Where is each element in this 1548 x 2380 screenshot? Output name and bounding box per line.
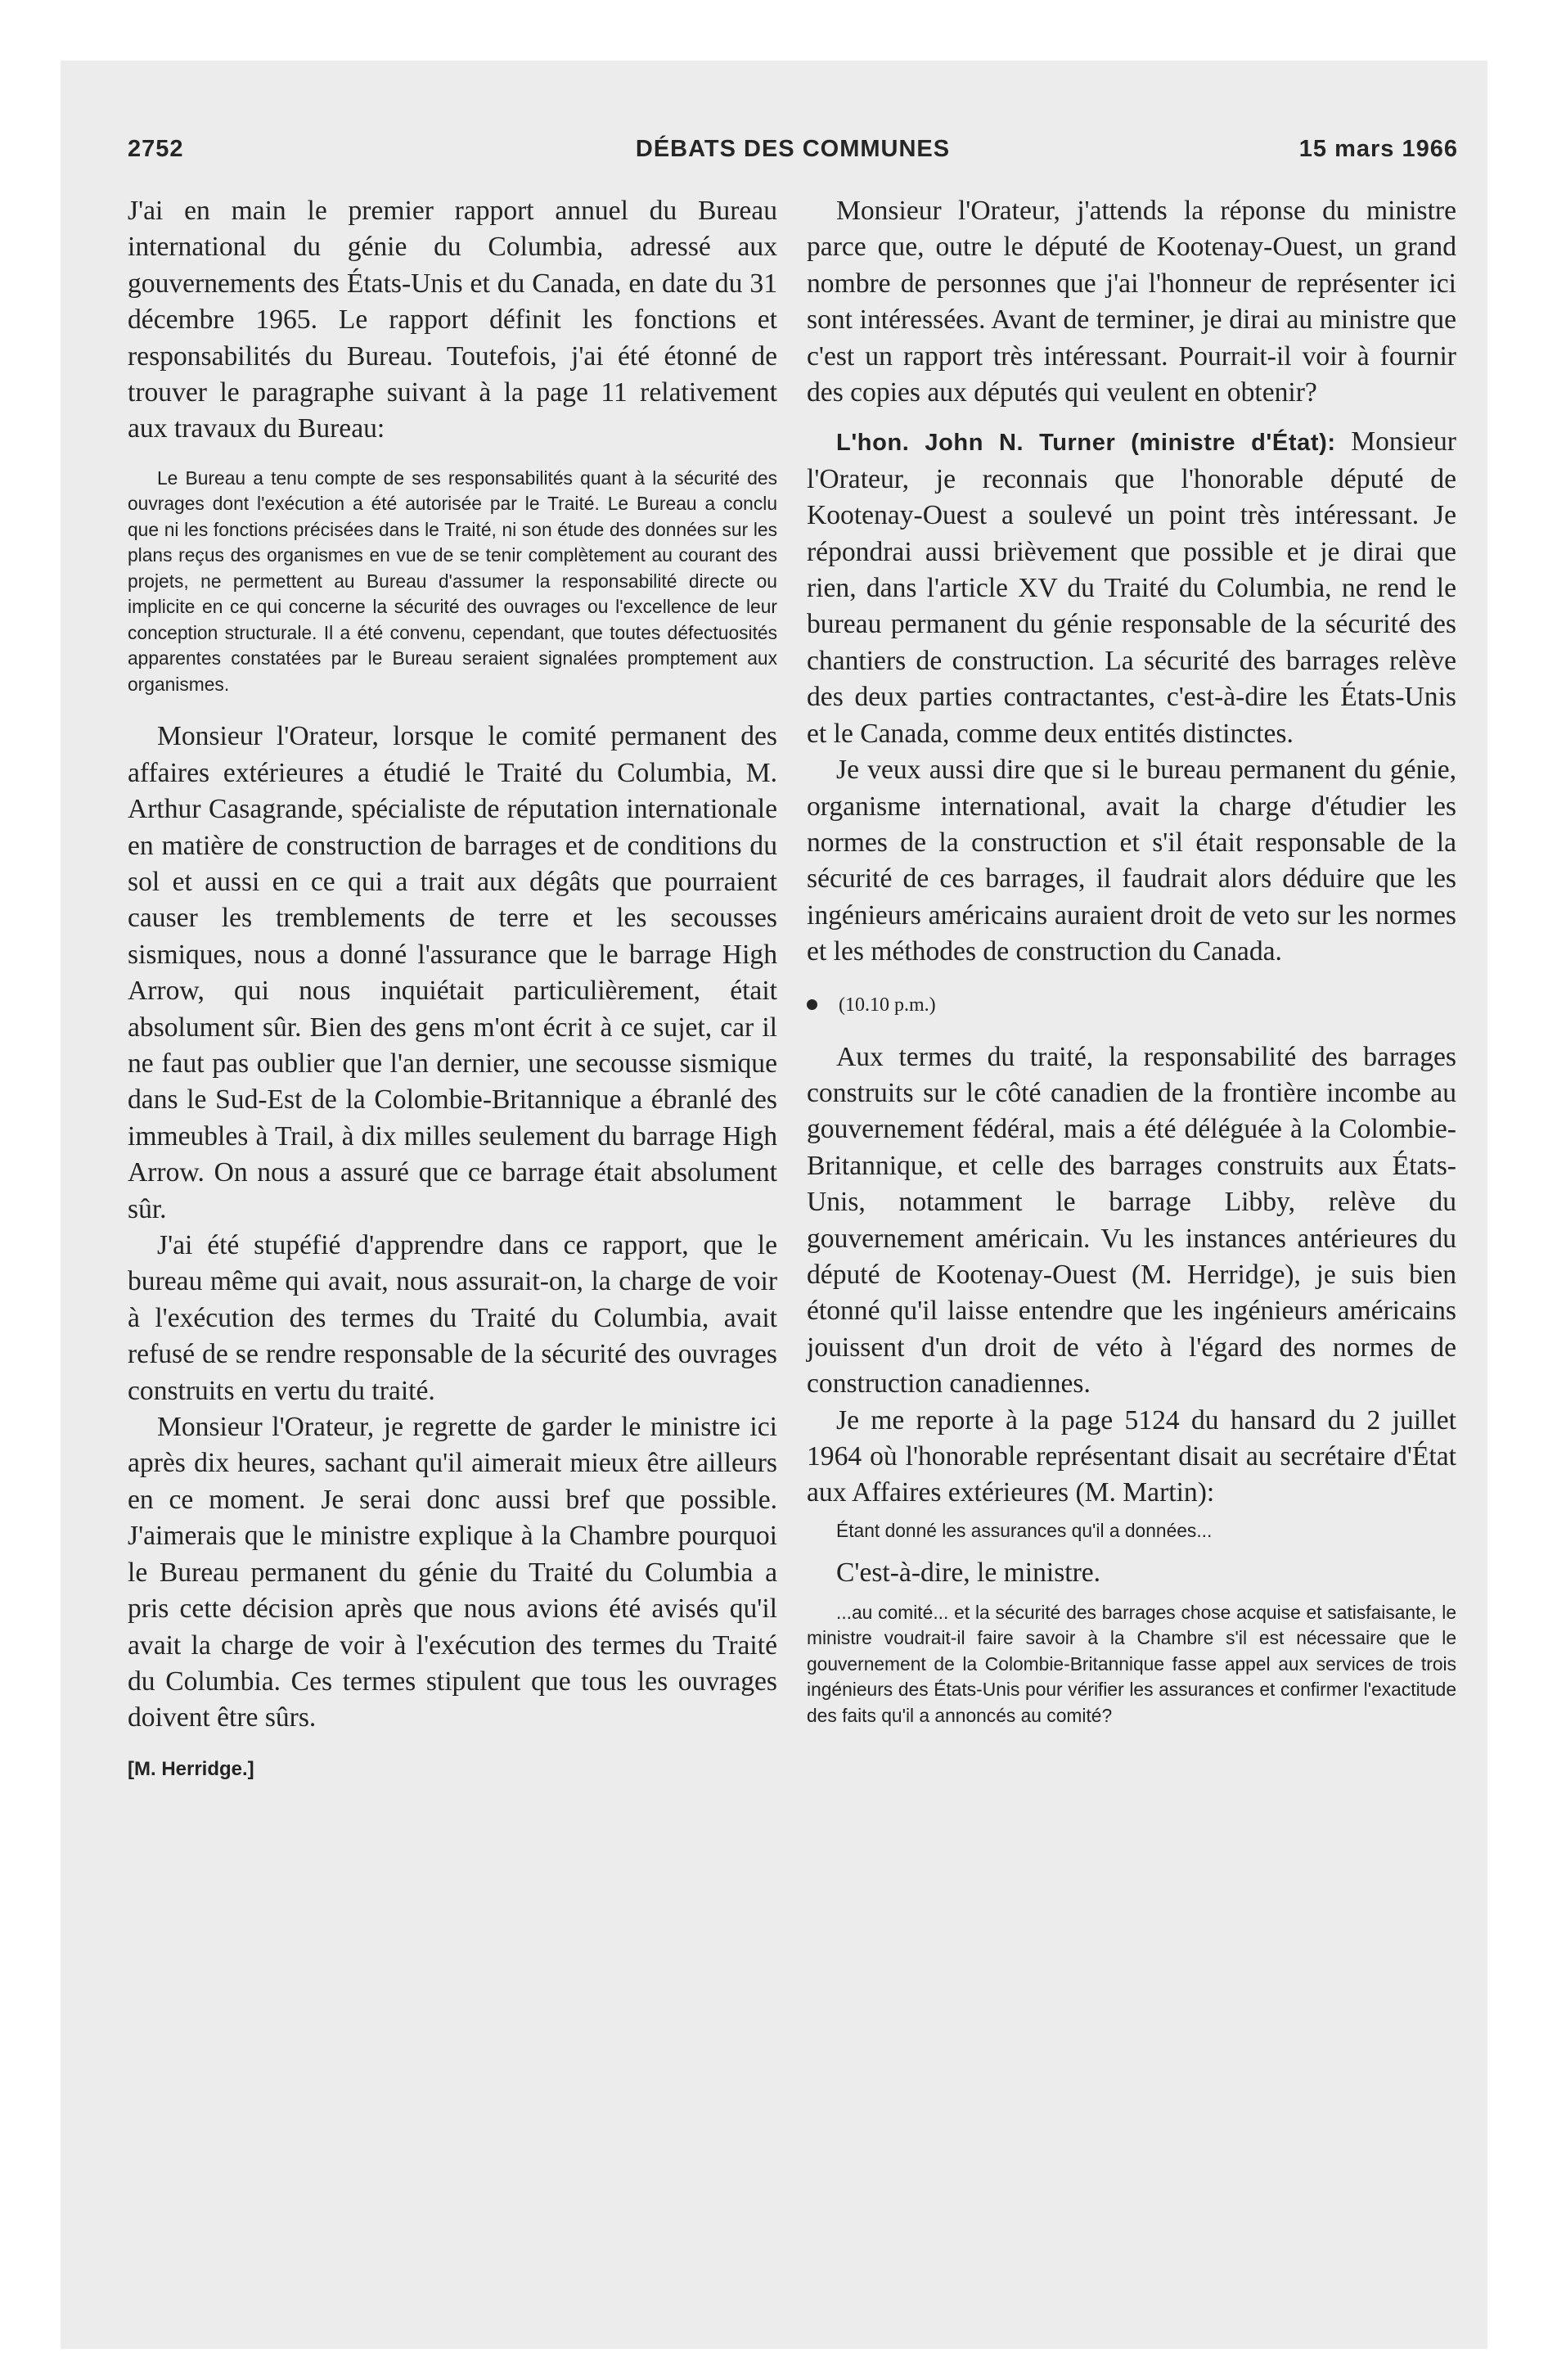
left-column xyxy=(128,193,777,1781)
speaker-tag: [M. Herridge.] xyxy=(128,1757,254,1780)
paragraph: J'ai été stupéfié d'apprendre dans ce rapport, que le bureau même qui avait, nous assurait-on, la charge de voir à l'exécution des termes du Traité du Columbia, avait refusé de se rendre responsable de la sécurité des ouvrages construits en vertu du traité. xyxy=(128,1230,777,1406)
spacer xyxy=(807,411,1456,424)
paragraph: Aux termes du traité, la responsabilité des barrages construits sur le côté canadien de la frontière incombe au gouvernement fédéral, mais a été déléguée à la Colombie-Britannique, et celle des barrages construits aux États-Unis, notamment le barrage Libby, relève du gouvernement américain. Vu les instances antérieures du député de Kootenay-Ouest (M. Herridge), je suis bien étonné qu'il laisse entendre que les ingénieurs américains jouissent d'un droit de véto à l'égard des normes de construction canadiennes. xyxy=(807,1041,1456,1400)
paragraph xyxy=(807,424,1456,752)
paragraph: Monsieur l'Orateur, je regrette de garder le ministre ici après dix heures, sachant qu'il aimerait mieux être ailleurs en ce moment. Je serai donc aussi bref que possible. J'aimerais que le ministre explique à la Chambre pourquoi le Bureau permanent du génie du Traité du Columbia a pris cette décision après que nous avions été avisés qu'il avait la charge de voir à l'exécution des termes du Traité du Columbia. Ces termes stipulent que tous les ouvrages doivent être sûrs. xyxy=(128,1412,777,1733)
block-quote: Le Bureau a tenu compte de ses responsabilités quant à la sécurité des ouvrages dont l'exécution a été autorisée par le Traité. Le Bureau a conclu que ni les fonctions précisées dans le Traité, ni son étude des données sur les plans reçus des organismes en vue de se tenir complètement au courant des projets, ne permettent au Bureau d'assumer la responsabilité directe ou implicite en ce qui concerne la sécurité des ouvrages ou l'excellence de leur conception structurale. Il a été convenu, cependant, que toutes défectuosités apparentes constatées par le Bureau seraient signalées promptement aux organismes. xyxy=(128,467,777,695)
paragraph: J'ai en main le premier rapport annuel du Bureau international du génie du Columbia, adressé aux gouvernements des États-Unis et du Canada, en date du 31 décembre 1965. Le rapport définit les fonctions et responsabilités du Bureau. Toutefois, j'ai été étonné de trouver le paragraphe suivant à la page 11 relativement aux travaux du Bureau: xyxy=(128,196,777,444)
speaker-name: L'hon. John N. Turner (ministre d'État): xyxy=(836,430,1336,457)
page-date: 15 mars 1966 xyxy=(1298,136,1458,162)
right-column xyxy=(807,193,1456,1729)
block-quote: ...au comité... et la sécurité des barrages chose acquise et satisfaisante, le ministre voudrait-il faire savoir à la Chambre s'il est nécessaire que le gouvernement de la Colombie-Britannique fasse appel aux services de trois ingénieurs des États-Unis pour vérifier les assurances et confirmer l'exactitude des faits qu'il a annoncés au comité? xyxy=(807,1601,1456,1726)
paragraph: C'est-à-dire, le ministre. xyxy=(836,1557,1101,1589)
page-header xyxy=(128,136,1458,172)
time-stamp xyxy=(807,992,1456,1018)
paragraph: Je veux aussi dire que si le bureau permanent du génie, organisme international, avait la charge d'étudier les normes de la construction et s'il était responsable de la sécurité de ces barrages, il faudrait alors déduire que les ingénieurs américains auraient droit de veto sur les normes et les méthodes de construction du Canada. xyxy=(807,755,1456,967)
bullet-icon xyxy=(807,999,817,1010)
page-number: 2752 xyxy=(128,136,184,162)
paragraph: Je me reporte à la page 5124 du hansard du 2 juillet 1964 où l'honorable représentant disait au secrétaire d'État aux Affaires extérieures (M. Martin): xyxy=(807,1404,1456,1508)
paragraph: Monsieur l'Orateur, lorsque le comité permanent des affaires extérieures a étudié le Traité du Columbia, M. Arthur Casagrande, spécialiste de réputation internationale en matière de construction de barrages et de conditions du sol et aussi en ce qui a trait aux dégâts que pourraient causer les tremblements de terre et les secousses sismiques, nous a donné l'assurance que le barrage High Arrow, qui nous inquiétait particulièrement, était absolument sûr. Bien des gens m'ont écrit à ce sujet, car il ne faut pas oublier que l'an dernier, une secousse sismique dans le Sud-Est de la Colombie-Britannique a ébranlé des immeubles à Trail, à dix milles seulement du barrage High Arrow. On nous a assuré que ce barrage était absolument sûr. xyxy=(128,721,777,1224)
paragraph-text: Monsieur l'Orateur, je reconnais que l'honorable député de Kootenay-Ouest a soulevé un point très intéressant. Je répondrai aussi brièvement que possible et je dirai que rien, dans l'article XV du Traité du Columbia, ne rend le bureau permanent du génie responsable de la sécurité des chantiers de construction. La sécurité des barrages relève des deux parties contractantes, c'est-à-dire les États-Unis et le Canada, comme deux entités distinctes. xyxy=(807,426,1456,749)
running-title: DÉBATS DES COMMUNES xyxy=(635,136,951,162)
time-text: (10.10 p.m.) xyxy=(839,994,936,1016)
paragraph: Monsieur l'Orateur, j'attends la réponse du ministre parce que, outre le député de Kootenay-Ouest, un grand nombre de personnes que j'ai l'honneur de représenter ici sont intéressées. Avant de terminer, je dirai au ministre que c'est un rapport très intéressant. Pourrait-il voir à fournir des copies aux députés qui veulent en obtenir? xyxy=(807,196,1456,408)
block-quote: Étant donné les assurances qu'il a données... xyxy=(836,1519,1213,1541)
